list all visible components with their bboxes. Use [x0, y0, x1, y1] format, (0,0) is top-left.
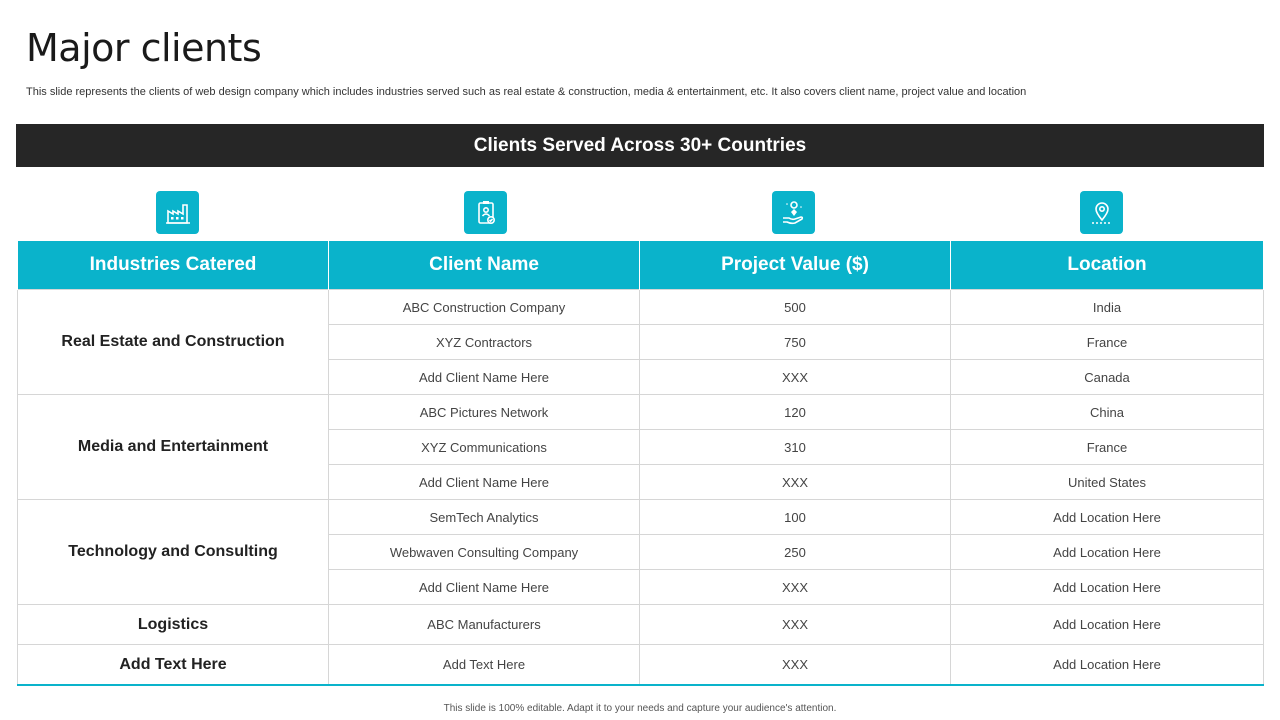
industry-cell: Logistics [18, 605, 329, 645]
project-value-cell: 250 [640, 535, 951, 570]
project-value-cell: XXX [640, 645, 951, 686]
table-row [18, 605, 1264, 645]
industry-cell: Media and Entertainment [18, 395, 329, 500]
industry-cell: Real Estate and Construction [18, 290, 329, 395]
client-name-cell: SemTech Analytics [329, 500, 640, 535]
id-card-icon [464, 191, 507, 234]
money-hand-icon [772, 191, 815, 234]
factory-icon [156, 191, 199, 234]
banner: Clients Served Across 30+ Countries [16, 124, 1264, 167]
clients-table [17, 241, 1264, 686]
client-name-cell: Add Client Name Here [329, 570, 640, 605]
client-name-cell: ABC Construction Company [329, 290, 640, 325]
header-location: Location [951, 241, 1264, 290]
project-value-cell: 120 [640, 395, 951, 430]
header-project-value: Project Value ($) [640, 241, 951, 290]
project-value-cell: XXX [640, 605, 951, 645]
location-pin-icon [1080, 191, 1123, 234]
table-row [18, 645, 1264, 686]
client-name-cell: Add Client Name Here [329, 360, 640, 395]
client-name-cell: Add Client Name Here [329, 465, 640, 500]
client-name-cell: XYZ Contractors [329, 325, 640, 360]
table-row [18, 290, 1264, 325]
location-cell: Add Location Here [951, 535, 1264, 570]
table-row [18, 500, 1264, 535]
page-title: Major clients [26, 26, 262, 70]
project-value-cell: 500 [640, 290, 951, 325]
table-row [18, 395, 1264, 430]
page-subtitle: This slide represents the clients of web design company which includes industries served such as real estate & construction, media & entertainment, etc. It also covers client name, project value and location [26, 86, 1027, 98]
location-cell: India [951, 290, 1264, 325]
project-value-cell: 310 [640, 430, 951, 465]
project-value-cell: 750 [640, 325, 951, 360]
location-cell: Add Location Here [951, 500, 1264, 535]
client-name-cell: ABC Manufacturers [329, 605, 640, 645]
location-cell: Add Location Here [951, 570, 1264, 605]
header-industries: Industries Catered [18, 241, 329, 290]
client-name-cell: Webwaven Consulting Company [329, 535, 640, 570]
industry-cell: Add Text Here [18, 645, 329, 686]
industry-cell: Technology and Consulting [18, 500, 329, 605]
header-client-name: Client Name [329, 241, 640, 290]
project-value-cell: XXX [640, 465, 951, 500]
location-cell: Add Location Here [951, 645, 1264, 686]
project-value-cell: 100 [640, 500, 951, 535]
footer-note: This slide is 100% editable. Adapt it to your needs and capture your audience's attention. [443, 703, 837, 714]
project-value-cell: XXX [640, 570, 951, 605]
header-row [18, 241, 1264, 290]
client-name-cell: XYZ Communications [329, 430, 640, 465]
location-cell: France [951, 325, 1264, 360]
project-value-cell: XXX [640, 360, 951, 395]
location-cell: Canada [951, 360, 1264, 395]
client-name-cell: Add Text Here [329, 645, 640, 686]
location-cell: United States [951, 465, 1264, 500]
location-cell: Add Location Here [951, 605, 1264, 645]
client-name-cell: ABC Pictures Network [329, 395, 640, 430]
location-cell: China [951, 395, 1264, 430]
location-cell: France [951, 430, 1264, 465]
